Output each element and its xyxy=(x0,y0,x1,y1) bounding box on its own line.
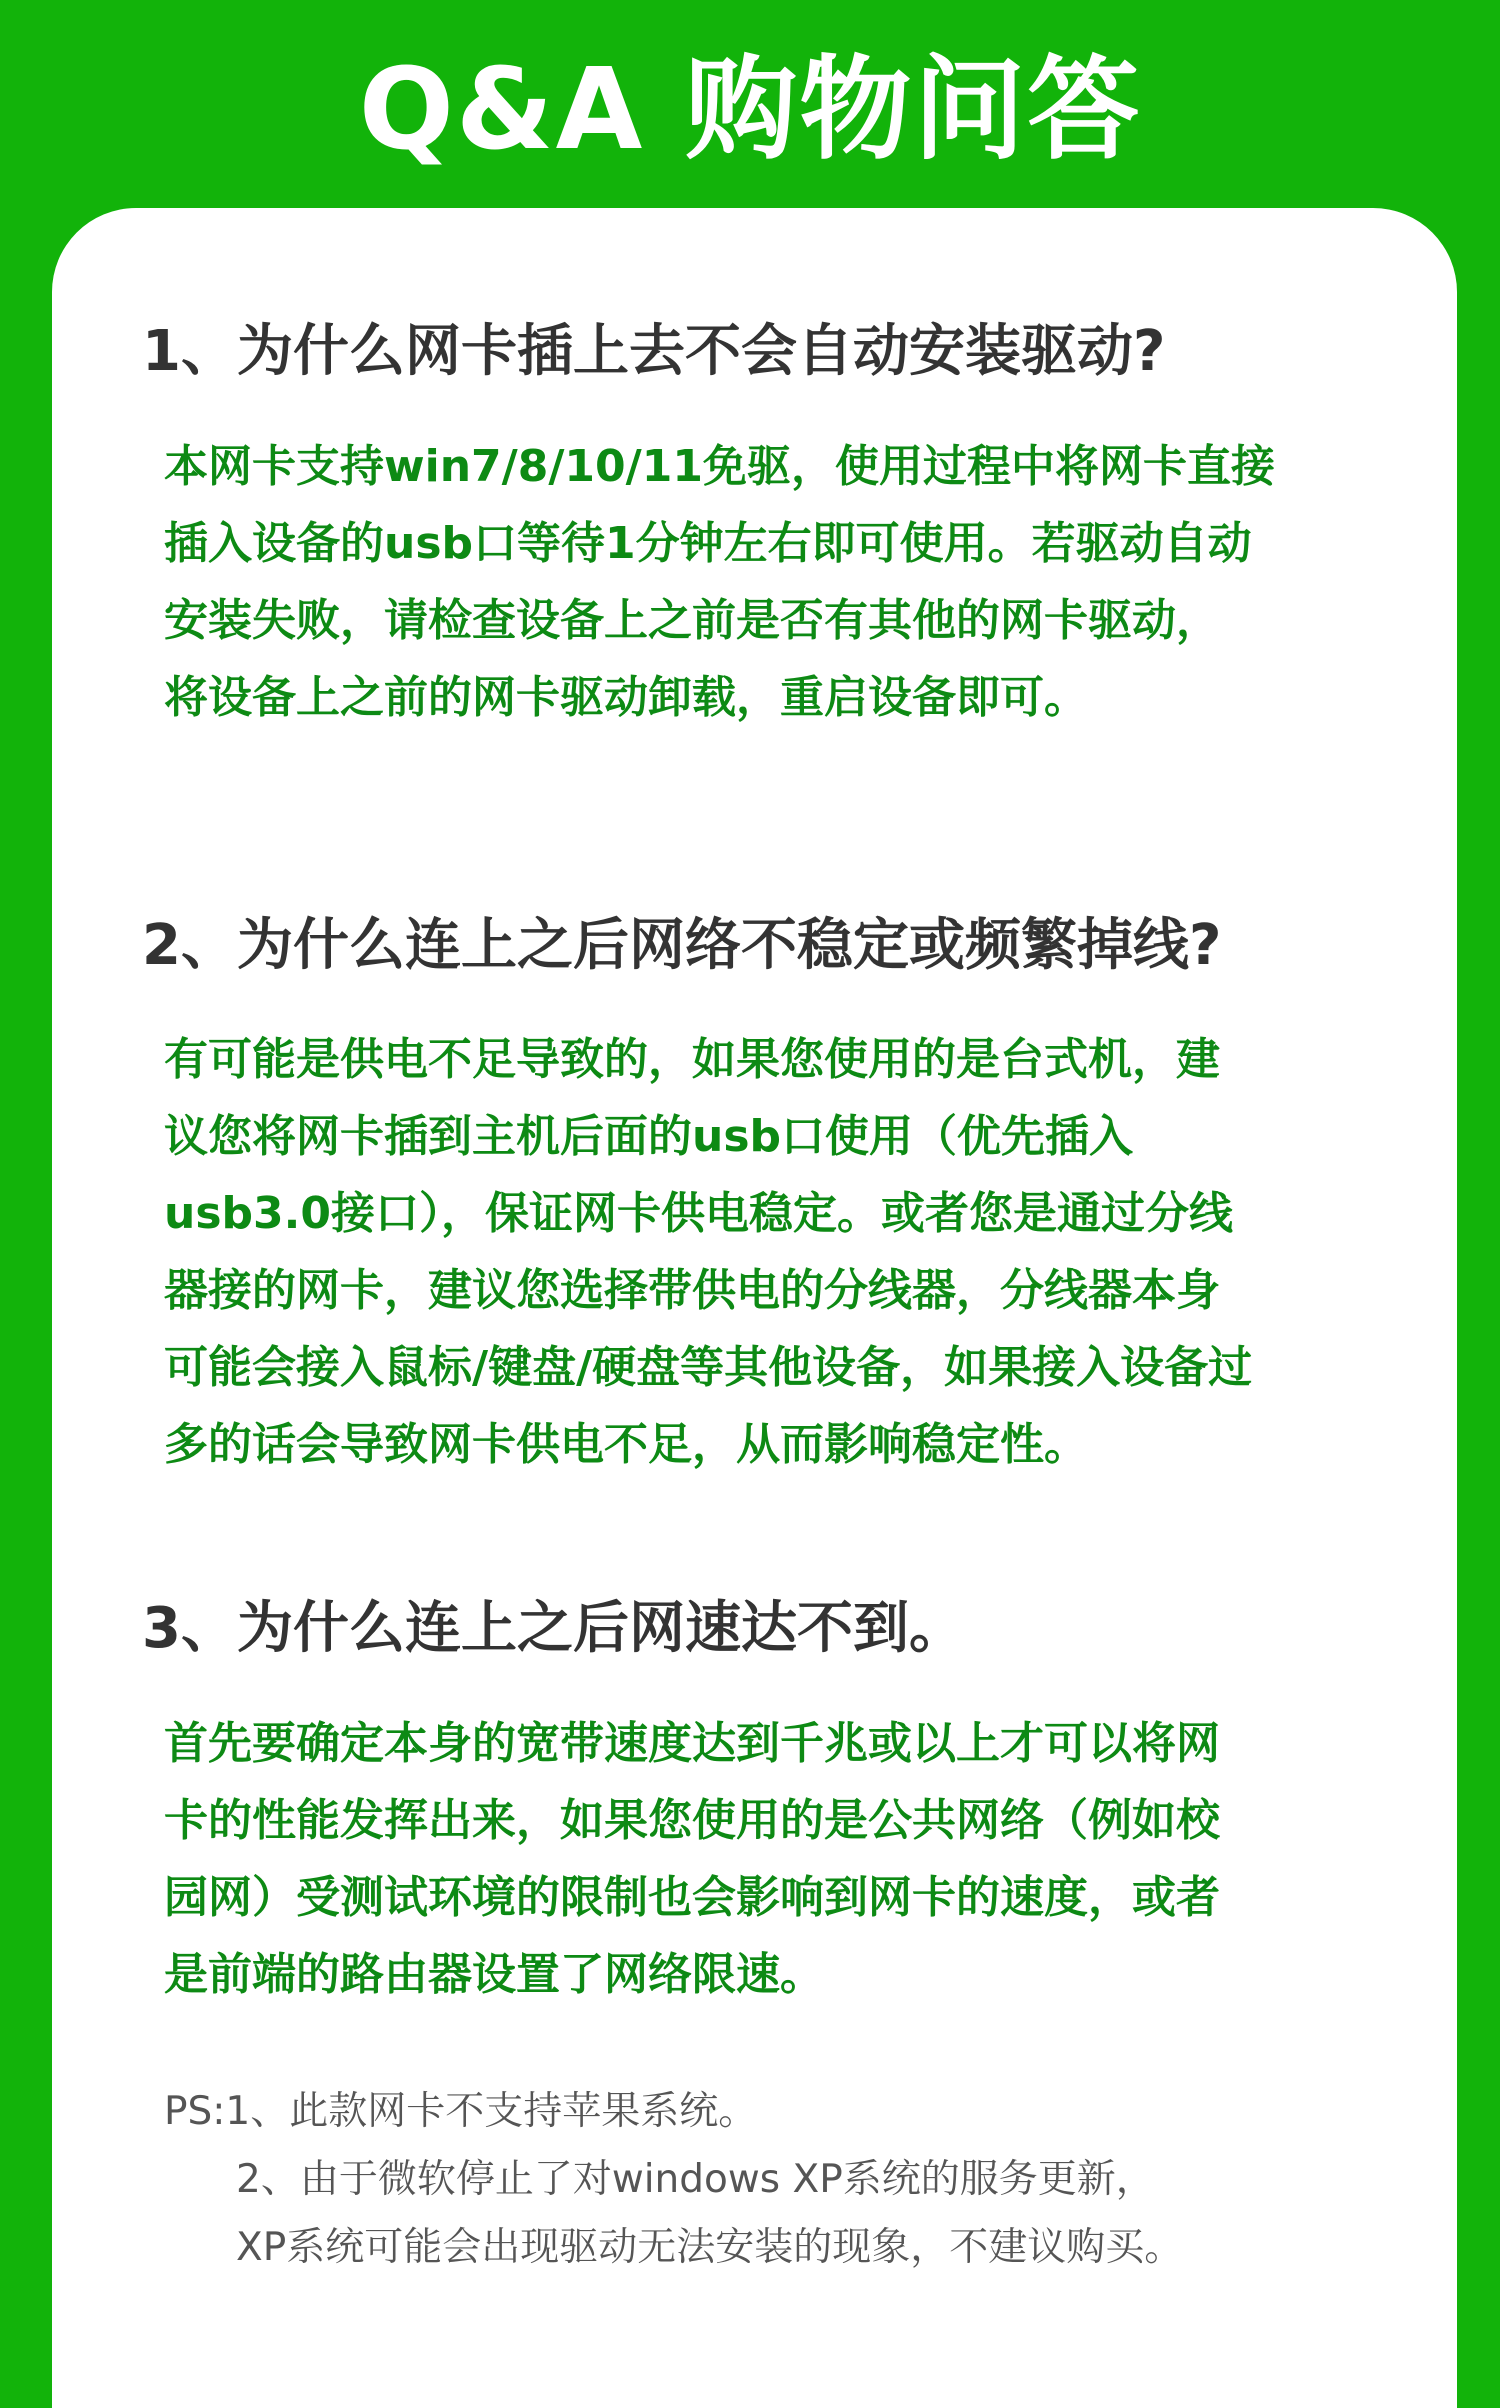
answer-1-line: 插入设备的usb口等待1分钟左右即可使用。若驱动自动 xyxy=(164,518,1252,569)
answer-1-line: 安装失败，请检查设备上之前是否有其他的网卡驱动， xyxy=(164,595,1220,646)
answer-1-line: 本网卡支持win7/8/10/11免驱，使用过程中将网卡直接 xyxy=(164,441,1275,492)
ps-line-1: PS:1、此款网卡不支持苹果系统。 xyxy=(164,2089,758,2134)
answer-2-line: 议您将网卡插到主机后面的usb口使用（优先插入 xyxy=(164,1111,1134,1162)
answer-3-line: 园网）受测试环境的限制也会影响到网卡的速度，或者 xyxy=(164,1872,1220,1923)
page-title: Q&A 购物问答 xyxy=(358,45,1142,175)
question-1: 1、为什么网卡插上去不会自动安装驱动? xyxy=(142,319,1166,384)
answer-2-line: 有可能是供电不足导致的，如果您使用的是台式机，建 xyxy=(164,1034,1220,1085)
answer-2-line: 器接的网卡，建议您选择带供电的分线器，分线器本身 xyxy=(164,1265,1220,1316)
answer-2 xyxy=(164,1021,1409,1483)
answer-3-line: 首先要确定本身的宽带速度达到千兆或以上才可以将网 xyxy=(164,1718,1220,1769)
answer-3-line: 是前端的路由器设置了网络限速。 xyxy=(164,1949,824,2000)
ps-line-3: XP系统可能会出现驱动无法安装的现象，不建议购买。 xyxy=(236,2225,1184,2270)
ps-note xyxy=(164,2078,1404,2282)
question-2: 2、为什么连上之后网络不稳定或频繁掉线? xyxy=(142,913,1222,978)
answer-3 xyxy=(164,1705,1409,2013)
answer-2-line: 可能会接入鼠标/键盘/硬盘等其他设备，如果接入设备过 xyxy=(164,1342,1253,1393)
answer-1 xyxy=(164,428,1409,736)
answer-1-line: 将设备上之前的网卡驱动卸载，重启设备即可。 xyxy=(164,672,1088,723)
question-3: 3、为什么连上之后网速达不到。 xyxy=(142,1596,965,1661)
answer-2-line: 多的话会导致网卡供电不足，从而影响稳定性。 xyxy=(164,1419,1088,1470)
ps-line-2: 2、由于微软停止了对windows XP系统的服务更新， xyxy=(236,2157,1155,2202)
answer-2-line: usb3.0接口），保证网卡供电稳定。或者您是通过分线 xyxy=(164,1188,1233,1239)
answer-3-line: 卡的性能发挥出来，如果您使用的是公共网络（例如校 xyxy=(164,1795,1220,1846)
qa-card xyxy=(52,208,1457,2408)
